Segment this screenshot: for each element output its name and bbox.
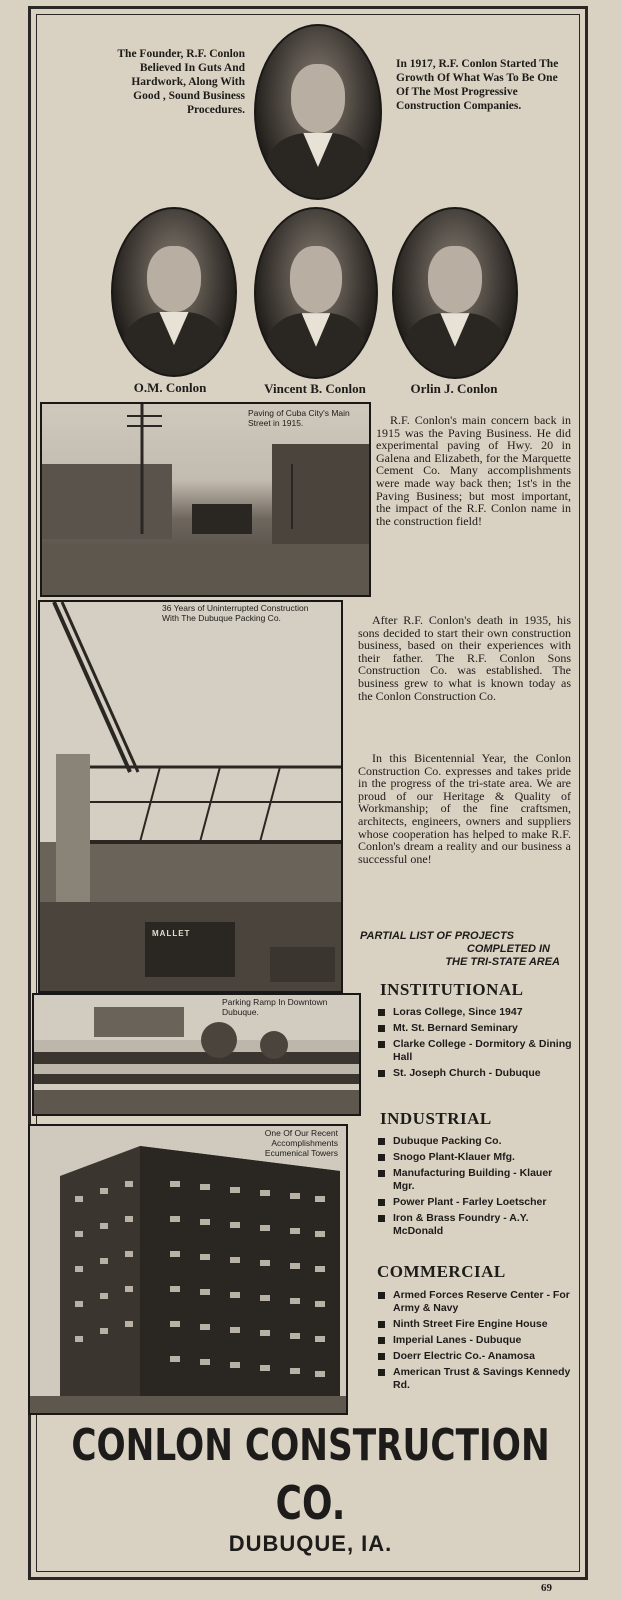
- projects-title: [360, 930, 570, 969]
- intro-right-text: In 1917, R.F. Conlon Started The Growth Of What Was To Be One Of The Most Progressive Construction Companies.: [396, 58, 559, 112]
- caption-photo4: One Of Our Recent Accomplishments Ecumenical Towers: [264, 1128, 338, 1158]
- list-institutional: [378, 1006, 573, 1083]
- projects-title-line1: PARTIAL LIST OF PROJECTS: [360, 930, 515, 942]
- list-item: Armed Forces Reserve Center - For Army & Navy: [378, 1289, 573, 1315]
- name-vincent-conlon: Vincent B. Conlon: [264, 381, 366, 396]
- body-paragraph-2: [358, 614, 571, 702]
- list-industrial: [378, 1135, 573, 1241]
- photo-ecumenical-towers: [28, 1124, 348, 1415]
- list-item: Mt. St. Bernard Seminary: [378, 1022, 573, 1035]
- name-om-conlon: O.M. Conlon: [133, 380, 207, 395]
- heading-commercial: COMMERCIAL: [377, 1262, 506, 1281]
- founder-portrait: [254, 24, 382, 200]
- photo-paving-cuba-city: [40, 402, 371, 597]
- crane-sign-text: MALLET: [152, 929, 191, 938]
- portrait-om-conlon: [111, 207, 237, 377]
- portrait-vincent-conlon: [254, 207, 378, 379]
- body-paragraph-1-text: R.F. Conlon's main concern back in 1915 was the Paving Business. He did experimental paving of Hwy. 20 in Galena and Elizabeth, for the Marquette Cement Co. Many accomplishments were made way back then; 1st's in the Paving Business; but most important, the impact of the R.F. Conlon name in the construction field!: [376, 413, 571, 528]
- list-item: Iron & Brass Foundry - A.Y. McDonald: [378, 1212, 573, 1238]
- company-location: DUBUQUE, IA.: [228, 1531, 393, 1556]
- name-orlin-conlon: Orlin J. Conlon: [410, 381, 498, 396]
- list-item: Power Plant - Farley Loetscher: [378, 1196, 573, 1209]
- body-paragraph-1: [376, 414, 571, 527]
- list-item: Clarke College - Dormitory & Dining Hall: [378, 1038, 573, 1064]
- body-paragraph-3-text: In this Bicentennial Year, the Conlon Construction Co. expresses and takes pride in the progress of the tri-state area. We are proud of our Heritage & Quality of Workmanship; of the fine craftsmen, architects, engineers, owners and suppliers whose cooperation has helped to make R.F. Conlon's dream a reality and our business a successful one!: [358, 751, 571, 866]
- list-item: American Trust & Savings Kennedy Rd.: [378, 1366, 573, 1392]
- company-name-line2: CO.: [275, 1476, 346, 1530]
- heading-institutional: INSTITUTIONAL: [380, 980, 524, 999]
- list-item: Loras College, Since 1947: [378, 1006, 573, 1019]
- body-paragraph-2-text: After R.F. Conlon's death in 1935, his sons decided to start their own construction business, based on their experiences with their father. The R.F. Conlon Sons Construction Co. was established. The business grew to what is known today as the Conlon Construction Co.: [358, 613, 571, 703]
- projects-title-line3: THE TRI-STATE AREA: [445, 956, 560, 968]
- list-item: Dubuque Packing Co.: [378, 1135, 573, 1148]
- list-item: Manufacturing Building - Klauer Mgr.: [378, 1167, 573, 1193]
- company-name-line1: CONLON CONSTRUCTION: [71, 1420, 550, 1471]
- caption-photo1: Paving of Cuba City's Main Street in 1915.: [248, 408, 350, 428]
- list-item: Ninth Street Fire Engine House: [378, 1318, 573, 1331]
- intro-left-text: The Founder, R.F. Conlon Believed In Guts And Hardwork, Along With Good , Sound Business Procedures.: [117, 48, 245, 116]
- list-commercial: [378, 1289, 573, 1395]
- projects-title-line2: COMPLETED IN: [466, 943, 550, 955]
- photo-dubuque-packing: [38, 600, 343, 993]
- caption-photo2: 36 Years of Uninterrupted Construction With The Dubuque Packing Co.: [162, 603, 309, 623]
- list-item: Snogo Plant-Klauer Mfg.: [378, 1151, 573, 1164]
- caption-photo3: Parking Ramp In Downtown Dubuque.: [222, 997, 328, 1017]
- body-paragraph-3: [358, 752, 571, 865]
- list-item: Imperial Lanes - Dubuque: [378, 1334, 573, 1347]
- list-item: St. Joseph Church - Dubuque: [378, 1067, 573, 1080]
- portrait-orlin-conlon: [392, 207, 518, 379]
- heading-industrial: INDUSTRIAL: [380, 1109, 492, 1128]
- page-number: 69: [541, 1582, 552, 1594]
- list-item: Doerr Electric Co.- Anamosa: [378, 1350, 573, 1363]
